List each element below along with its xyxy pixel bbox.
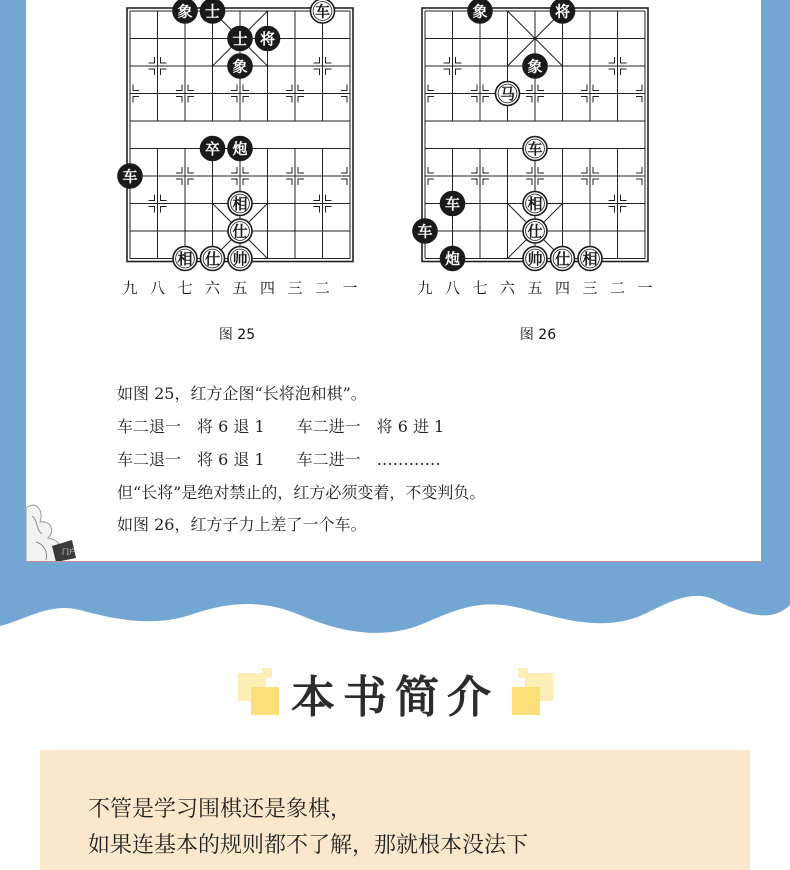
file-label: 五 [527,279,543,297]
piece-label: 帅 [527,250,543,268]
file-label: 二 [609,279,625,297]
intro-box [40,750,750,870]
piece-label: 车 [527,140,543,158]
piece-red [228,219,252,243]
file-label: 八 [149,279,165,297]
file-label: 三 [287,279,303,297]
accent-square-right [512,687,540,715]
file-label: 二 [314,279,330,297]
file-label: 五 [232,279,248,297]
piece-label: 仕 [554,250,571,268]
file-label: 三 [582,279,598,297]
page-panel [25,0,762,562]
piece-red [496,82,520,106]
piece-label: 车 [444,195,461,213]
piece-black [201,137,225,161]
piece-label: 相 [177,250,193,268]
file-label: 六 [499,279,515,297]
piece-label: 马 [499,85,516,103]
piece-red [523,247,547,271]
piece-red [201,247,225,271]
piece-label: 将 [259,30,276,48]
piece-black [468,0,492,23]
piece-label: 将 [554,2,571,21]
piece-label: 相 [527,195,543,213]
board-figure-26 [411,0,661,300]
file-label: 七 [472,279,488,297]
piece-black [523,54,547,78]
piece-label: 士 [204,2,221,21]
piece-black [441,247,465,271]
piece-red [228,192,252,216]
piece-black [173,0,197,23]
file-label: 六 [204,279,220,297]
figure-caption-26: 图 26 [519,327,557,343]
board-figure-25 [116,0,366,300]
corner-illustration [26,500,106,562]
piece-black [256,27,280,51]
section-title: 本书简介 [291,672,499,723]
file-label: 四 [259,279,275,297]
piece-black [228,27,252,51]
piece-red [551,247,575,271]
piece-label: 车 [314,2,331,21]
piece-black [413,219,437,243]
piece-label: 象 [232,57,248,76]
piece-label: 帅 [232,250,248,268]
piece-red [228,247,252,271]
piece-black [201,0,225,23]
piece-label: 炮 [232,140,248,158]
piece-label: 卒 [204,140,221,158]
intro-line-2: 如果连基本的规则都不了解，那就根本没法下 [88,833,529,858]
body-line-4: 但“长将”是绝对禁止的，红方必须变着，不变判负。 [117,483,486,502]
piece-label: 相 [582,250,598,268]
piece-black [118,164,142,188]
section-heading [0,668,790,728]
piece-red [523,219,547,243]
piece-red [523,137,547,161]
body-line-5: 如图 26，红方子力上差了一个车。 [117,515,367,534]
file-label: 九 [122,279,138,297]
accent-square-right-small [518,668,528,678]
piece-label: 车 [417,222,433,241]
piece-label: 士 [232,30,248,48]
figure-caption-25: 图 25 [218,327,256,343]
piece-label: 相 [232,195,248,213]
body-line-1: 如图 25，红方企图“长将泡和棋”。 [117,384,367,403]
piece-label: 仕 [527,222,543,241]
piece-label: 象 [527,57,543,76]
piece-black [551,0,575,23]
piece-label: 仕 [204,250,221,268]
piece-black [441,192,465,216]
piece-label: 仕 [232,222,248,241]
piece-black [228,54,252,78]
piece-label: 炮 [444,250,461,268]
file-label: 八 [444,279,460,297]
body-line-3: 车二退一 将 6 退 1 车二进一 ………… [117,450,441,469]
file-label: 七 [177,279,193,297]
piece-red [173,247,197,271]
piece-label: 车 [122,167,138,186]
file-label: 一 [637,279,653,297]
file-label: 一 [342,279,358,297]
intro-line-1: 不管是学习围棋还是象棋， [88,797,353,822]
file-label: 四 [554,279,570,297]
piece-label: 象 [472,2,488,21]
body-line-2: 车二退一 将 6 退 1 车二进一 将 6 进 1 [117,417,445,436]
piece-black [228,137,252,161]
file-labels-26 [26,277,762,297]
file-label: 九 [417,279,433,297]
svg-text:门户: 门户 [62,548,76,556]
piece-red [578,247,602,271]
piece-red [523,192,547,216]
piece-label: 象 [177,2,193,21]
piece-red [311,0,335,23]
